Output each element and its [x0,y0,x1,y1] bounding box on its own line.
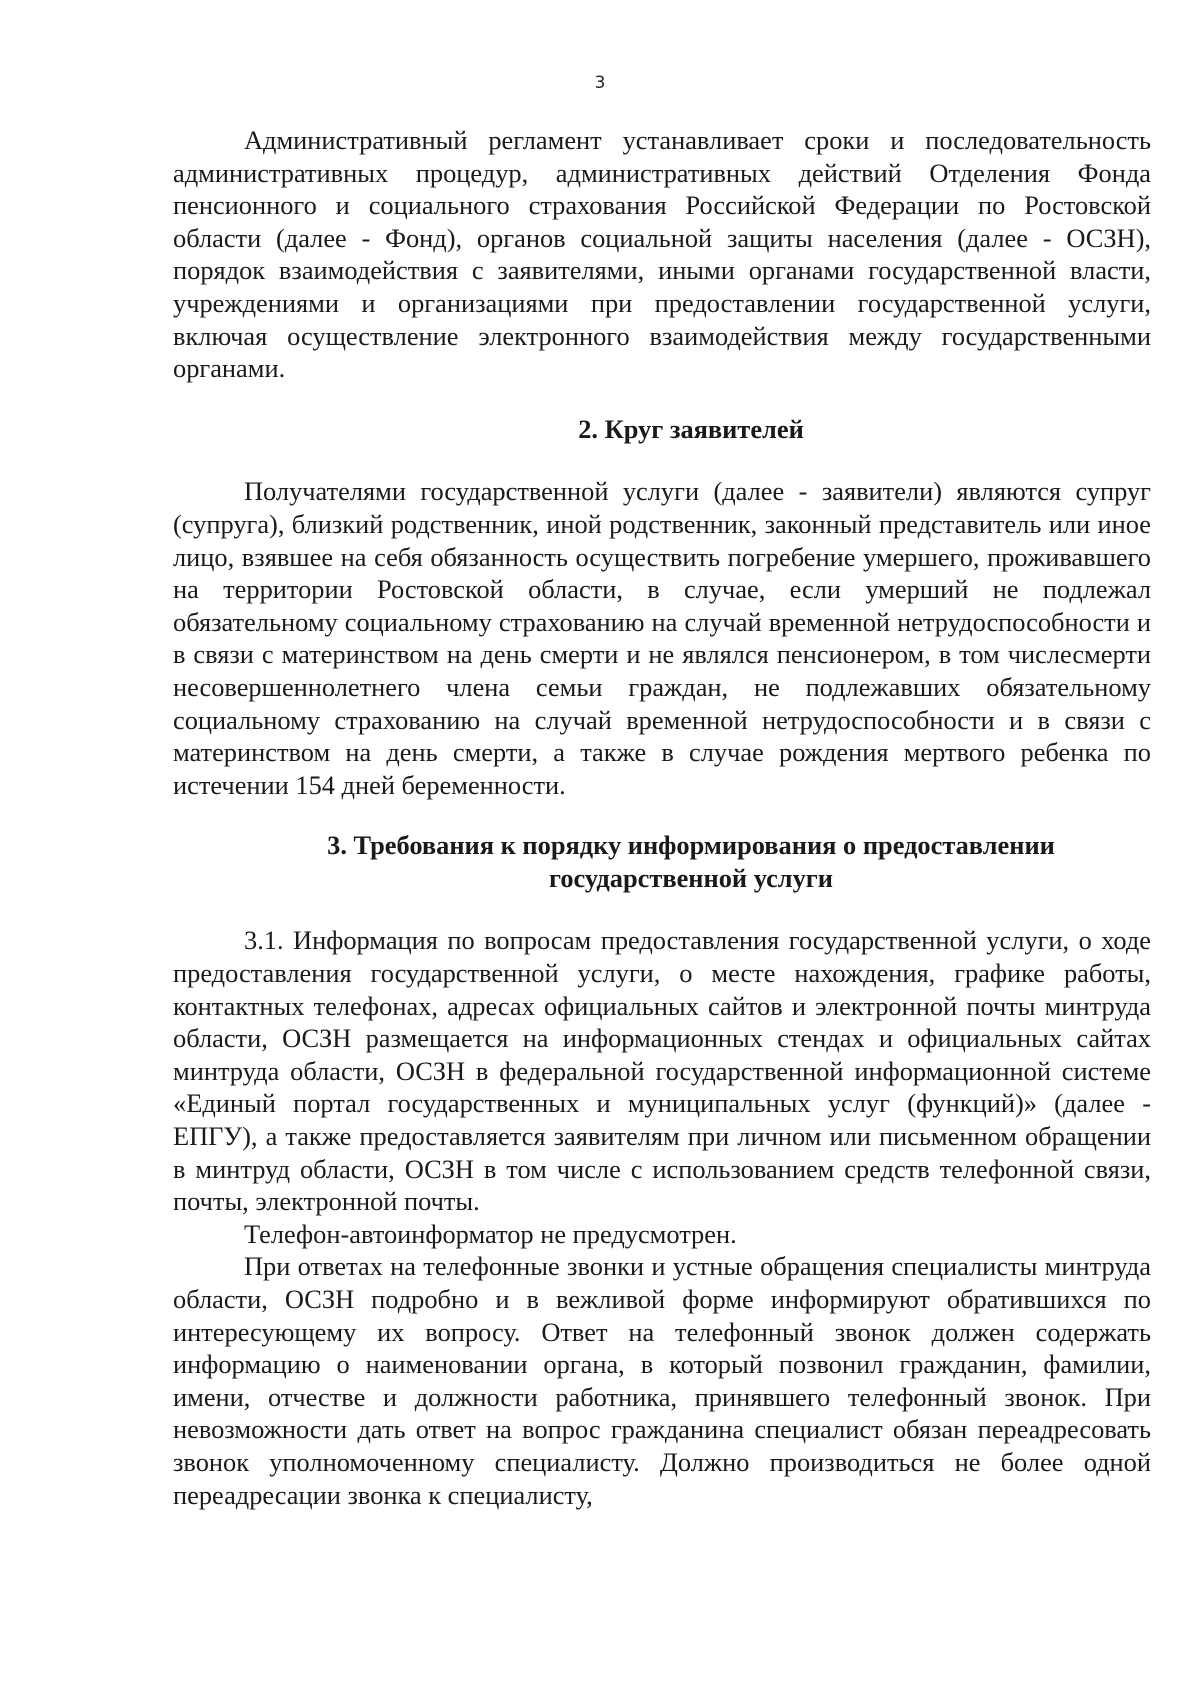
paragraph-autoinformer: Телефон-автоинформатор не предусмотрен. [244,1218,737,1249]
paragraph-information-3-1: 3.1. Информация по вопросам предоставления государственной услуги, о ходе предоставления государственной услуги, о месте нахождения, графике работы, контактных телефонах, адресах официальных сайтов и электронной почты минтруда области, ОСЗН размещается на информационных стендах и официальных сайтах минтруда области, ОСЗН в федеральной государственной информационной системе «Единый портал государственных и муниципальных услуг (функций)» (далее - ЕПГУ), а также предоставляется заявителям при личном или письменном обращении в минтруд области, ОСЗН в том числе с использованием средств телефонной связи, почты, электронной почты. [173,925,1151,1217]
section-heading-applicants: 2. Круг заявителей [578,413,804,444]
paragraph-applicants: Получателями государственной услуги (далее - заявители) являются супруг (супруга), близкий родственник, иной родственник, законный представитель или иное лицо, взявшее на себя обязанность осуществить погребение умершего, проживавшего на территории Ростовской области, в случае, если умерший не подлежал обязательному социальному страхованию на случай временной нетрудоспособности и в связи с материнством на день смерти и не являлся пенсионером, в том числесмерти несовершеннолетнего члена семьи граждан, не подлежавших обязательному социальному страхованию на случай временной нетрудоспособности и в связи с материнством на день смерти, а также в случае рождения мертвого ребенка по истечении 154 дней беременности. [173,476,1151,800]
document-body [173,124,1151,1511]
page-number: 3 [594,73,606,93]
paragraph-phone-answers: При ответах на телефонные звонки и устные обращения специалисты минтруда области, ОСЗН подробно и в вежливой форме информируют обратившихся по интересующему их вопросу. Ответ на телефонный звонок должен содержать информацию о наименовании органа, в который позвонил гражданин, фамилии, имени, отчестве и должности работника, принявшего телефонный звонок. При невозможности дать ответ на вопрос гражданина специалист обязан переадресовать звонок уполномоченному специалисту. Должно производиться не более одной переадресации звонка к специалисту, [173,1251,1151,1510]
paragraph-regulation-scope: Административный регламент устанавливает сроки и последовательность административных процедур, административных действий Отделения Фонда пенсионного и социального страхования Российской Федерации по Ростовской области (далее - Фонд), органов социальной защиты населения (далее - ОСЗН), порядок взаимодействия с заявителями, иными органами государственной власти, учреждениями и организациями при предоставлении государственной услуги, включая осуществление электронного взаимодействия между государственными органами. [173,125,1151,384]
section-heading-information-requirements: 3. Требования к порядку информирования о предоставлении государственной услуги [327,830,1055,893]
